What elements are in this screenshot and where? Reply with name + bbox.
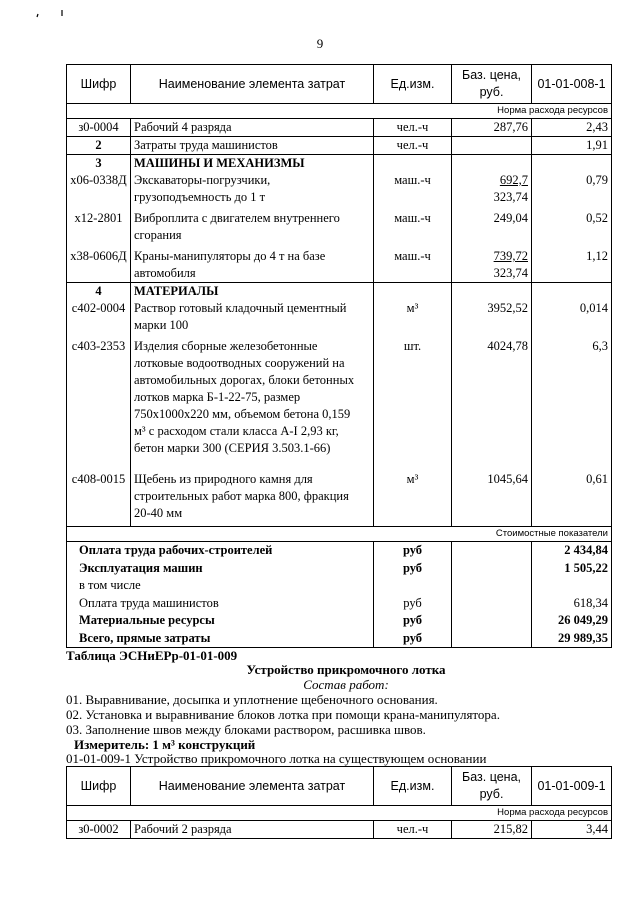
row-code: 4 — [67, 283, 131, 301]
header-unit: Ед.изм. — [374, 767, 452, 806]
row-price: 692,7 323,74 — [452, 172, 532, 206]
header-norm-code: 01-01-009-1 — [532, 767, 612, 806]
cost-unit: руб — [374, 542, 452, 560]
table-row — [67, 457, 612, 527]
header-norm-code: 01-01-008-1 — [532, 65, 612, 104]
row-price: 739,72 323,74 — [452, 244, 532, 283]
row-unit: маш.-ч — [374, 206, 452, 244]
cost-row — [67, 612, 612, 630]
cost-row — [67, 577, 612, 595]
row-norm: 0,61 — [532, 457, 612, 527]
row-code: 3 — [67, 155, 131, 173]
cost-value: 1 505,22 — [532, 560, 612, 578]
work-step: 02. Установка и выравнивание блоков лотка при помощи крана-манипулятора. — [66, 707, 500, 722]
row-price: 249,04 — [452, 206, 532, 244]
resource-table-008 — [66, 64, 612, 648]
header-price — [452, 65, 532, 104]
cost-value: 618,34 — [532, 595, 612, 613]
row-unit: м³ — [374, 300, 452, 334]
row-norm: 2,43 — [532, 119, 612, 137]
cost-unit: руб — [374, 612, 452, 630]
row-code: с403-2353 — [67, 334, 131, 457]
cost-label: Оплата труда машинистов — [67, 595, 374, 613]
row-norm: 6,3 — [532, 334, 612, 457]
row-code: с408-0015 — [67, 457, 131, 527]
header-price-line2: руб. — [479, 787, 504, 801]
cost-caption: Стоимостные показатели — [67, 527, 612, 542]
page-number: 9 — [316, 36, 324, 51]
row-unit: чел.-ч — [374, 821, 452, 839]
cost-row — [67, 630, 612, 648]
composition-label: Состав работ: — [303, 677, 389, 692]
cost-row — [67, 595, 612, 613]
cost-label: Всего, прямые затраты — [67, 630, 374, 648]
cost-row — [67, 542, 612, 560]
row-unit: м³ — [374, 457, 452, 527]
row-name: Щебень из природного камня для строительных работ марка 800, фракция 20-40 мм — [131, 457, 374, 527]
cost-label: Оплата труда рабочих-строителей — [67, 542, 374, 560]
cost-unit: руб — [374, 560, 452, 578]
table-title: Таблица ЭСНиЕРр-01-01-009 — [66, 648, 238, 663]
norm-caption-row — [67, 806, 612, 821]
row-code: х38-0606Д — [67, 244, 131, 283]
table-row — [67, 334, 612, 457]
header-price-line1: Баз. цена, — [462, 770, 521, 784]
row-norm: 0,014 — [532, 300, 612, 334]
row-norm: 1,91 — [532, 137, 612, 155]
table-row — [67, 300, 612, 334]
row-price: 1045,64 — [452, 457, 532, 527]
row-code: з0-0002 — [67, 821, 131, 839]
header-name: Наименование элемента затрат — [131, 767, 374, 806]
header-price-line2: руб. — [479, 85, 504, 99]
table-row — [67, 206, 612, 244]
table-row — [67, 155, 612, 173]
cost-unit: руб — [374, 630, 452, 648]
table-row — [67, 821, 612, 839]
scan-marks — [0, 0, 640, 30]
row-price: 287,76 — [452, 119, 532, 137]
table-row — [67, 119, 612, 137]
row-norm: 1,12 — [532, 244, 612, 283]
table-row — [67, 137, 612, 155]
table-header — [67, 65, 612, 104]
meter-label: Измеритель: 1 м³ конструкций — [74, 737, 256, 752]
cost-label: в том числе — [67, 577, 374, 595]
row-name: Краны-манипуляторы до 4 т на базе автомобиля — [131, 244, 374, 283]
work-step: 01. Выравнивание, досыпка и уплотнение щебеночного основания. — [66, 692, 438, 707]
row-price — [452, 137, 532, 155]
header-code: Шифр — [67, 65, 131, 104]
header-price-line1: Баз. цена, — [462, 68, 521, 82]
cost-label: Материальные ресурсы — [67, 612, 374, 630]
row-name: Раствор готовый кладочный цементный марки 100 — [131, 300, 374, 334]
row-code: х12-2801 — [67, 206, 131, 244]
row-name: Экскаваторы-погрузчики, грузоподъемность до 1 т — [131, 172, 374, 206]
header-code: Шифр — [67, 767, 131, 806]
row-norm: 3,44 — [532, 821, 612, 839]
row-price: 215,82 — [452, 821, 532, 839]
row-unit: чел.-ч — [374, 137, 452, 155]
row-unit: чел.-ч — [374, 119, 452, 137]
row-name: Виброплита с двигателем внутреннего сгорания — [131, 206, 374, 244]
row-unit: шт. — [374, 334, 452, 457]
cost-value: 2 434,84 — [532, 542, 612, 560]
row-norm: 0,79 — [532, 172, 612, 206]
row-name: МАТЕРИАЛЫ — [131, 283, 374, 301]
row-unit: маш.-ч — [374, 172, 452, 206]
header-unit: Ед.изм. — [374, 65, 452, 104]
cost-unit: руб — [374, 595, 452, 613]
cost-row — [67, 560, 612, 578]
table-row — [67, 283, 612, 301]
row-norm: 0,52 — [532, 206, 612, 244]
variant-line: 01-01-009-1 Устройство прикромочного лотка на существующем основании — [66, 751, 487, 766]
cost-value: 29 989,35 — [532, 630, 612, 648]
resource-table-009 — [66, 766, 612, 839]
table-row — [67, 244, 612, 283]
row-code: з0-0004 — [67, 119, 131, 137]
row-code: с402-0004 — [67, 300, 131, 334]
norm-caption: Норма расхода ресурсов — [67, 806, 612, 821]
row-price: 3952,52 — [452, 300, 532, 334]
row-name: МАШИНЫ И МЕХАНИЗМЫ — [131, 155, 374, 173]
cost-value: 26 049,29 — [532, 612, 612, 630]
cost-caption-row — [67, 527, 612, 542]
row-name: Затраты труда машинистов — [131, 137, 374, 155]
section-title: Устройство прикромочного лотка — [246, 662, 446, 677]
row-name: Изделия сборные железобетонные лотковые водоотводных сооружений на автомобильных дорогах, блоки бетонных лотков марка Б-1-22-75, размер 750х1000х220 мм, объемом бетона 0,159 м³ с расходом стали класса А-I 2,93 кг, бетон марки 300 (СЕРИЯ 3.503.1-66) — [131, 334, 374, 457]
header-price — [452, 767, 532, 806]
row-name: Рабочий 2 разряда — [131, 821, 374, 839]
norm-caption: Норма расхода ресурсов — [67, 104, 612, 119]
row-price: 4024,78 — [452, 334, 532, 457]
row-name: Рабочий 4 разряда — [131, 119, 374, 137]
header-name: Наименование элемента затрат — [131, 65, 374, 104]
cost-label: Эксплуатация машин — [67, 560, 374, 578]
norm-caption-row — [67, 104, 612, 119]
table-header — [67, 767, 612, 806]
work-step: 03. Заполнение швов между блоками раствором, расшивка швов. — [66, 722, 426, 737]
row-code: 2 — [67, 137, 131, 155]
table-row — [67, 172, 612, 206]
row-code: х06-0338Д — [67, 172, 131, 206]
row-unit: маш.-ч — [374, 244, 452, 283]
